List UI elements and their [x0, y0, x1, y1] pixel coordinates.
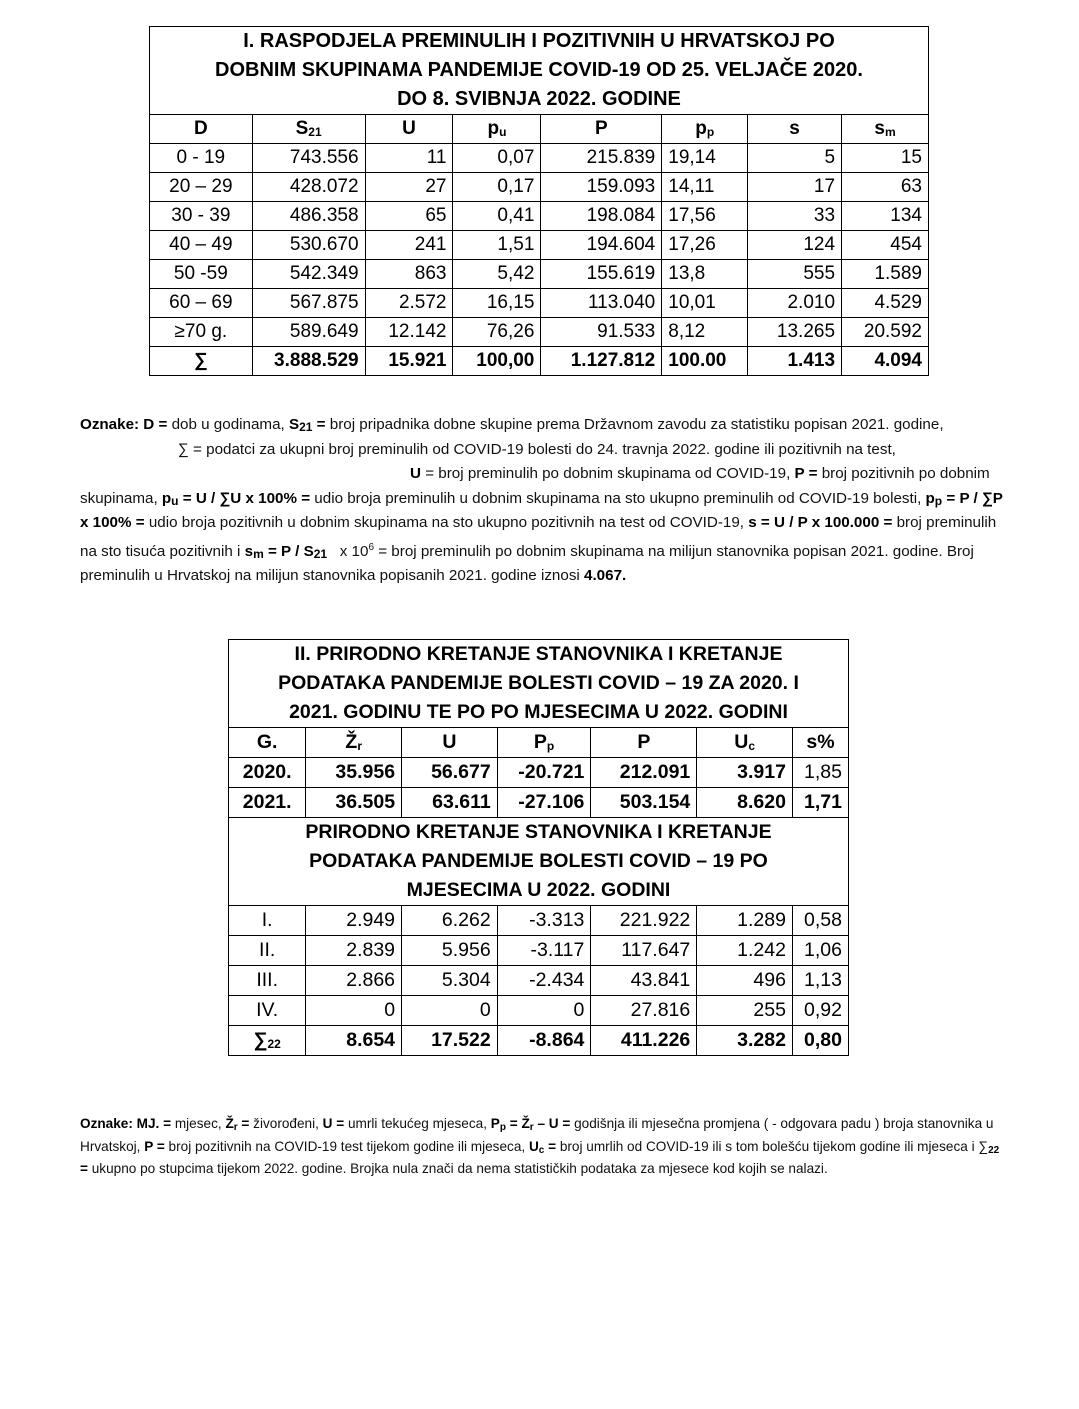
column-header: D: [150, 115, 253, 144]
legend-text: umrli tekućeg mjeseca,: [344, 1116, 491, 1131]
legend-text: živorođeni,: [249, 1116, 323, 1131]
table-cell: 0,41: [453, 202, 541, 231]
table-cell: 113.040: [541, 289, 662, 318]
legend-text: broj pozitivnih po dobnim skupinama,: [80, 465, 990, 507]
table-cell: 1,13: [792, 966, 848, 996]
table-cell: 0: [306, 996, 402, 1026]
month-row: [229, 966, 849, 996]
table-cell: 1,71: [792, 788, 848, 818]
table-cell: 5,42: [453, 260, 541, 289]
table-cell: 1,51: [453, 231, 541, 260]
month-row: [229, 936, 849, 966]
legend-symbol: S: [288, 416, 300, 433]
population-movement-table: [228, 639, 849, 1056]
legend-symbol: p: [925, 489, 935, 507]
table-cell: 134: [842, 202, 929, 231]
legend-formula: – U =: [533, 1116, 571, 1131]
column-header: P: [591, 728, 697, 758]
column-header: $U_c$: [697, 728, 793, 758]
legend-text: godišnja ili mjesečna promjena ( - odgovara padu ) broja stanovnika u Hrvatskoj,: [80, 1116, 994, 1154]
table-cell: 43.841: [591, 966, 697, 996]
total-cell: 3.282: [697, 1026, 793, 1056]
table-cell: 27: [365, 173, 453, 202]
table2-title-line: PODATAKA PANDEMIJE BOLESTI COVID – 19 ZA 2020. I: [278, 672, 799, 694]
legend-subscript: r: [529, 1122, 534, 1133]
table-cell: 16,15: [453, 289, 541, 318]
legend-text: udio broja pozitivnih u dobnim skupinama na sto ukupno pozitivnih na test od COVID-19,: [144, 514, 749, 531]
legend-text: ∑ = podatci za ukupni broj preminulih od COVID-19 bolesti do 24. travnja 2022. godine ili pozitivnih na test,: [178, 440, 896, 458]
table-cell: 50 -59: [150, 260, 253, 289]
table2-subtitle: [229, 818, 849, 906]
column-header: s: [748, 115, 842, 144]
legend-text: broj pripadnika dobne skupine prema Državnom zavodu za statistiku popisan 2021. godine,: [325, 416, 944, 433]
total-label: $\sum_{22}$: [229, 1026, 306, 1056]
table-cell: 530.670: [252, 231, 365, 260]
table-cell: 743.556: [252, 144, 365, 173]
table1-legend-notes: [80, 413, 1005, 589]
total-cell: 17.522: [402, 1026, 498, 1056]
table-cell: 35.956: [306, 758, 402, 788]
table-cell: 542.349: [252, 260, 365, 289]
column-header: U: [402, 728, 498, 758]
table-cell: 589.649: [252, 318, 365, 347]
table-cell: 255: [697, 996, 793, 1026]
table1-title-line: I. RASPODJELA PREMINULIH I POZITIVNIH U HRVATSKOJ PO: [243, 30, 835, 52]
legend-text: broj umrlih od COVID-19 ili s tom bolešću tijekom godine ili mjeseca i ∑: [556, 1138, 989, 1154]
table-cell: 30 - 39: [150, 202, 253, 231]
total-cell: -8.864: [497, 1026, 591, 1056]
table-cell: 63.611: [402, 788, 498, 818]
table1-title: [150, 27, 929, 115]
total-cell: 3.888.529: [252, 347, 365, 376]
table-cell: 17: [748, 173, 842, 202]
legend-text: dob u godinama,: [167, 416, 289, 433]
legend-symbol: =: [544, 1138, 557, 1154]
table-cell: 567.875: [252, 289, 365, 318]
table2-title: [229, 640, 849, 728]
table-cell: 0,17: [453, 173, 541, 202]
table-cell: 454: [842, 231, 929, 260]
table-cell: 241: [365, 231, 453, 260]
table-cell: ≥70 g.: [150, 318, 253, 347]
legend-formula: = P / S: [263, 542, 314, 560]
total-cell: ∑: [150, 347, 253, 376]
total-cell: 1.413: [748, 347, 842, 376]
table-cell: 503.154: [591, 788, 697, 818]
table-row: [150, 144, 929, 173]
legend-symbol: =: [237, 1116, 250, 1131]
legend-symbol: P =: [794, 465, 818, 482]
table-cell: 27.816: [591, 996, 697, 1026]
legend-subscript: r: [233, 1122, 238, 1133]
legend-text: = broj preminulih po dobnim skupinama na milijun stanovnika popisan 2021. godine. Broj preminulih u Hrvatskoj na milijun stanovnika popisanih 2021. godine iznosi: [80, 542, 974, 585]
table-cell: 1.289: [697, 906, 793, 936]
table1-total-row: [150, 347, 929, 376]
table-cell: 198.084: [541, 202, 662, 231]
month-row: [229, 906, 849, 936]
total-cell: 8.654: [306, 1026, 402, 1056]
legend-label: Oznake: MJ. =: [80, 1116, 172, 1131]
legend-text: mjesec,: [171, 1116, 226, 1131]
table-cell: 91.533: [541, 318, 662, 347]
legend-symbol: p: [161, 489, 172, 507]
table-row: [150, 173, 929, 202]
table-cell: 5.304: [402, 966, 498, 996]
column-header: $S_{21}$: [252, 115, 365, 144]
table-cell: 0,07: [453, 144, 541, 173]
legend-text: ukupno po stupcima tijekom 2022. godine. Brojka nula znači da nema statističkih podataka za mjesece kod kojih se nalazi.: [87, 1161, 828, 1176]
table2-month-rows: [229, 906, 849, 1026]
table-row: [150, 231, 929, 260]
column-header: G.: [229, 728, 306, 758]
table-cell: 215.839: [541, 144, 662, 173]
table-cell: 4.529: [842, 289, 929, 318]
table-cell: 2021.: [229, 788, 306, 818]
total-cell: 411.226: [591, 1026, 697, 1056]
age-distribution-table: [149, 26, 929, 376]
table-cell: 1.242: [697, 936, 793, 966]
total-cell: 15.921: [365, 347, 453, 376]
column-header: $p_u$: [453, 115, 541, 144]
table-cell: 2.949: [306, 906, 402, 936]
table-cell: 3.917: [697, 758, 793, 788]
table-cell: 56.677: [402, 758, 498, 788]
table-cell: -20.721: [497, 758, 591, 788]
total-cell: 100.00: [662, 347, 748, 376]
table-cell: 1,85: [792, 758, 848, 788]
table-cell: 159.093: [541, 173, 662, 202]
table2-year-rows: [229, 758, 849, 818]
table-row: [150, 260, 929, 289]
table-cell: -3.313: [497, 906, 591, 936]
legend-text: broj pozitivnih na COVID-19 test tijekom godine ili mjeseca,: [164, 1138, 529, 1154]
table-cell: 2.839: [306, 936, 402, 966]
table-cell: 5.956: [402, 936, 498, 966]
column-header: $s_m$: [842, 115, 929, 144]
table-cell: 17,56: [662, 202, 748, 231]
table-cell: 20 – 29: [150, 173, 253, 202]
table-cell: 194.604: [541, 231, 662, 260]
table-cell: 117.647: [591, 936, 697, 966]
table-cell: -3.117: [497, 936, 591, 966]
table-cell: 555: [748, 260, 842, 289]
table2-header-row: [229, 728, 849, 758]
table2-subtitle-line: MJESECIMA U 2022. GODINI: [406, 879, 671, 901]
deaths-per-million-value: 4.067.: [584, 567, 627, 585]
legend-formula: = P / ∑P x 100% =: [80, 489, 1003, 531]
legend-text: broj preminulih na sto tisuća pozitivnih i: [80, 514, 997, 560]
table2-subtitle-line: PRIRODNO KRETANJE STANOVNIKA I KRETANJE: [305, 821, 772, 843]
legend-text: udio broja preminulih u dobnim skupinama na sto ukupno preminulih od COVID-19 bolesti,: [310, 489, 926, 507]
year-row: [229, 758, 849, 788]
column-header: $P_p$: [497, 728, 591, 758]
table-cell: 65: [365, 202, 453, 231]
table-cell: 124: [748, 231, 842, 260]
legend-text: = broj preminulih po dobnim skupinama od COVID-19,: [420, 465, 795, 482]
legend-symbol: =: [312, 416, 326, 433]
legend-subscript: 21: [299, 420, 313, 434]
table2-legend-notes: [80, 1113, 1005, 1181]
table-cell: 0 - 19: [150, 144, 253, 173]
table-cell: 0,92: [792, 996, 848, 1026]
table-cell: III.: [229, 966, 306, 996]
legend-subscript: c: [538, 1144, 545, 1156]
column-header: P: [541, 115, 662, 144]
table-cell: II.: [229, 936, 306, 966]
legend-formula: = Ž: [505, 1116, 530, 1131]
legend-subscript: m: [253, 546, 264, 561]
table-cell: 14,11: [662, 173, 748, 202]
table-cell: I.: [229, 906, 306, 936]
legend-subscript: 21: [313, 546, 328, 561]
table-row: [150, 318, 929, 347]
legend-symbol: =: [80, 1161, 88, 1176]
column-header: s%: [792, 728, 848, 758]
table-cell: 13,8: [662, 260, 748, 289]
table1-title-line: DOBNIM SKUPINAMA PANDEMIJE COVID-19 OD 25. VELJAČE 2020.: [215, 59, 863, 81]
legend-symbol: s: [244, 542, 254, 560]
table-cell: 33: [748, 202, 842, 231]
table-row: [150, 289, 929, 318]
table-cell: 36.505: [306, 788, 402, 818]
legend-symbol: U =: [322, 1116, 345, 1131]
table1-body: [150, 144, 929, 376]
table-cell: 10,01: [662, 289, 748, 318]
table-row: [150, 202, 929, 231]
month-row: [229, 996, 849, 1026]
table2-total-row: [229, 1026, 849, 1056]
column-header: $Ž_r$: [306, 728, 402, 758]
table-cell: 12.142: [365, 318, 453, 347]
legend-symbol: U: [410, 465, 421, 482]
legend-subscript: p: [934, 493, 943, 508]
table-cell: 15: [842, 144, 929, 173]
table-cell: 2.572: [365, 289, 453, 318]
legend-symbol: P: [490, 1116, 500, 1131]
table-cell: -2.434: [497, 966, 591, 996]
table-cell: 212.091: [591, 758, 697, 788]
table-cell: 2.010: [748, 289, 842, 318]
table-cell: 19,14: [662, 144, 748, 173]
legend-text: x 10: [327, 542, 369, 560]
total-cell: 100,00: [453, 347, 541, 376]
table-cell: 221.922: [591, 906, 697, 936]
table-cell: 5: [748, 144, 842, 173]
legend-formula: = U / ∑U x 100% =: [178, 489, 311, 507]
table-cell: 8.620: [697, 788, 793, 818]
column-header: $p_p$: [662, 115, 748, 144]
table-cell: 2.866: [306, 966, 402, 996]
table-cell: IV.: [229, 996, 306, 1026]
table2-title-line: II. PRIRODNO KRETANJE STANOVNIKA I KRETANJE: [294, 643, 783, 665]
table-cell: 486.358: [252, 202, 365, 231]
legend-symbol: U: [528, 1138, 539, 1154]
table-cell: 6.262: [402, 906, 498, 936]
table1-header-row: [150, 115, 929, 144]
table-cell: 17,26: [662, 231, 748, 260]
total-cell: 0,80: [792, 1026, 848, 1056]
legend-subscript: 22: [988, 1144, 1000, 1156]
legend-superscript: 6: [368, 541, 374, 553]
table-cell: 20.592: [842, 318, 929, 347]
table-cell: 0: [497, 996, 591, 1026]
table-cell: 76,26: [453, 318, 541, 347]
table2-subtitle-line: PODATAKA PANDEMIJE BOLESTI COVID – 19 PO: [309, 850, 768, 872]
legend-subscript: u: [171, 493, 179, 508]
table-cell: 11: [365, 144, 453, 173]
table-cell: 63: [842, 173, 929, 202]
table-cell: -27.106: [497, 788, 591, 818]
legend-label: Oznake: D =: [80, 416, 168, 433]
total-cell: 4.094: [842, 347, 929, 376]
table2-title-line: 2021. GODINU TE PO PO MJESECIMA U 2022. GODINI: [289, 701, 788, 723]
legend-formula: s = U / P x 100.000 =: [748, 514, 893, 531]
table-cell: 8,12: [662, 318, 748, 347]
table-cell: 863: [365, 260, 453, 289]
table-cell: 60 – 69: [150, 289, 253, 318]
column-header: U: [365, 115, 453, 144]
total-cell: 1.127.812: [541, 347, 662, 376]
year-row: [229, 788, 849, 818]
table-cell: 496: [697, 966, 793, 996]
table-cell: 40 – 49: [150, 231, 253, 260]
table-cell: 1,06: [792, 936, 848, 966]
table-cell: 0,58: [792, 906, 848, 936]
table-cell: 0: [402, 996, 498, 1026]
table-cell: 13.265: [748, 318, 842, 347]
legend-symbol: P =: [144, 1138, 165, 1154]
legend-subscript: p: [499, 1122, 506, 1133]
table1-title-line: DO 8. SVIBNJA 2022. GODINE: [397, 88, 681, 110]
legend-symbol: Ž: [225, 1116, 234, 1131]
table-cell: 428.072: [252, 173, 365, 202]
table-cell: 1.589: [842, 260, 929, 289]
table-cell: 2020.: [229, 758, 306, 788]
table-cell: 155.619: [541, 260, 662, 289]
